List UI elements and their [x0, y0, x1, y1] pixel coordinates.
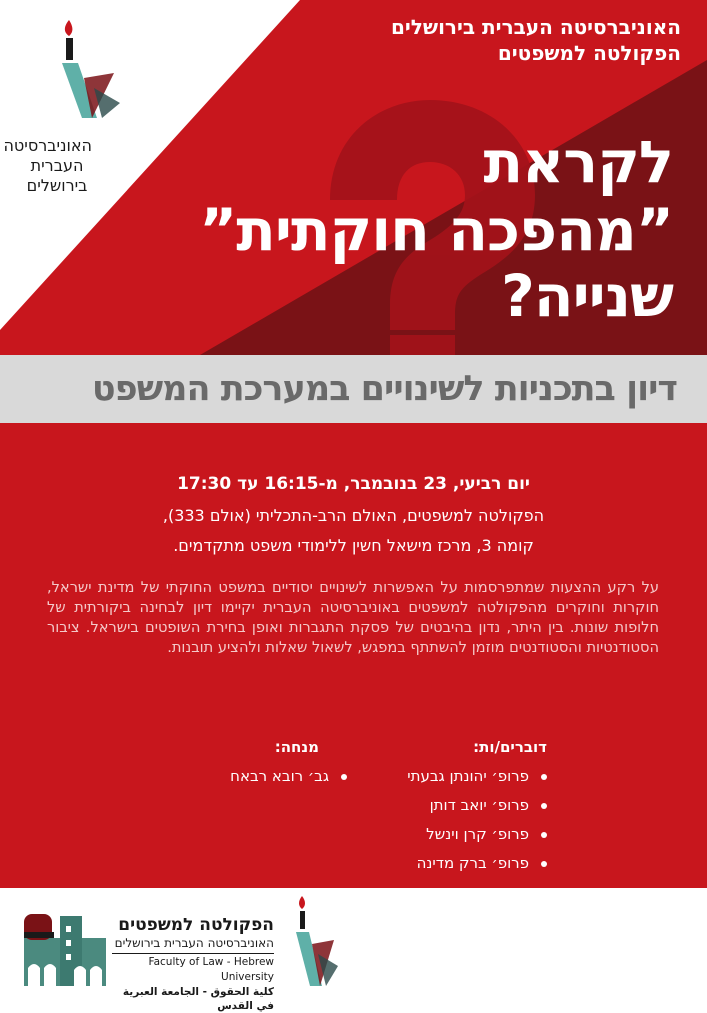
university-emblem-small-icon — [282, 894, 342, 994]
speaker-item — [357, 853, 547, 873]
bullet-icon — [541, 861, 547, 867]
footer-faculty-en: Faculty of Law - Hebrew University — [112, 953, 274, 985]
footer-faculty-ar: كلية الحقوق - الجامعة العبرية في القدس — [122, 986, 274, 1012]
event-location-line-2: קומה 3, מרכז מישאל חשין ללימודי משפט מתקדמים. — [173, 536, 534, 555]
event-date-time: יום רביעי, 23 בנובמבר, מ-16:15 עד 17:30 — [177, 474, 530, 494]
speaker-name: פרופ׳ ברק מדינה — [416, 854, 529, 872]
header-faculty: הפקולטה למשפטים — [497, 41, 681, 65]
speaker-name: פרופ׳ יהונתן גבעתי — [407, 767, 529, 785]
bullet-icon — [341, 774, 347, 780]
university-emblem-icon — [22, 18, 142, 128]
bullet-icon — [541, 832, 547, 838]
moderator-item — [187, 766, 347, 786]
speaker-item — [357, 795, 547, 815]
footer-university-he: האוניברסיטה העברית בירושלים — [114, 936, 274, 950]
speaker-item — [357, 766, 547, 786]
moderator-section — [187, 738, 347, 786]
logo-name-line-2: העברית — [30, 156, 84, 175]
event-description: על רקע ההצעות שמתפרסמות על האפשרות לשינויים יסודיים במשפט החוקתי של מדינת ישראל, חוקרות וחוקרים מהפקולטה למשפטים באוניברסיטה העברית יקיימו דיון לבחינה ביקורתית של חלופות שונות. בין היתר, נדון בהיבטים של פסקת התגברות ואופן בחירת השופטים בישראל. ציבור הסטודנטיות והסטודנטים מוזמן להשתתף במפגש, לשאול שאלות ולהציע תובנות. — [47, 579, 659, 656]
speaker-name: פרופ׳ קרן וינשל — [426, 825, 529, 843]
title-line-3: שנייה? — [501, 262, 673, 330]
title-line-2: ”מהפכה חוקתית” — [199, 196, 673, 264]
header-university: האוניברסיטה העברית בירושלים — [390, 15, 681, 39]
faculty-building-icon — [22, 906, 108, 988]
speaker-name: פרופ׳ יואב דותן — [429, 796, 529, 814]
event-location-line-1: הפקולטה למשפטים, האולם הרב-התכליתי (אולם 333), — [162, 506, 545, 525]
logo-name-line-3: בירושלים — [26, 176, 88, 195]
speakers-section — [357, 738, 547, 873]
moderator-heading: מנחה: — [274, 738, 319, 756]
logo-name-line-1: האוניברסיטה — [3, 136, 92, 155]
footer-faculty-he: הפקולטה למשפטים — [118, 915, 274, 935]
bullet-icon — [541, 803, 547, 809]
moderator-name: גב׳ רובא רבאח — [230, 767, 329, 785]
university-logo — [3, 18, 142, 195]
footer-faculty-text — [112, 914, 274, 1013]
header — [301, 14, 681, 66]
subtitle: דיון בתכניות לשינויים במערכת המשפט — [91, 369, 677, 409]
speakers-heading: דוברים/ות: — [473, 738, 547, 756]
bullet-icon — [541, 774, 547, 780]
footer — [0, 888, 707, 1012]
title-line-1: לקראת — [483, 128, 673, 196]
speaker-item — [357, 824, 547, 844]
